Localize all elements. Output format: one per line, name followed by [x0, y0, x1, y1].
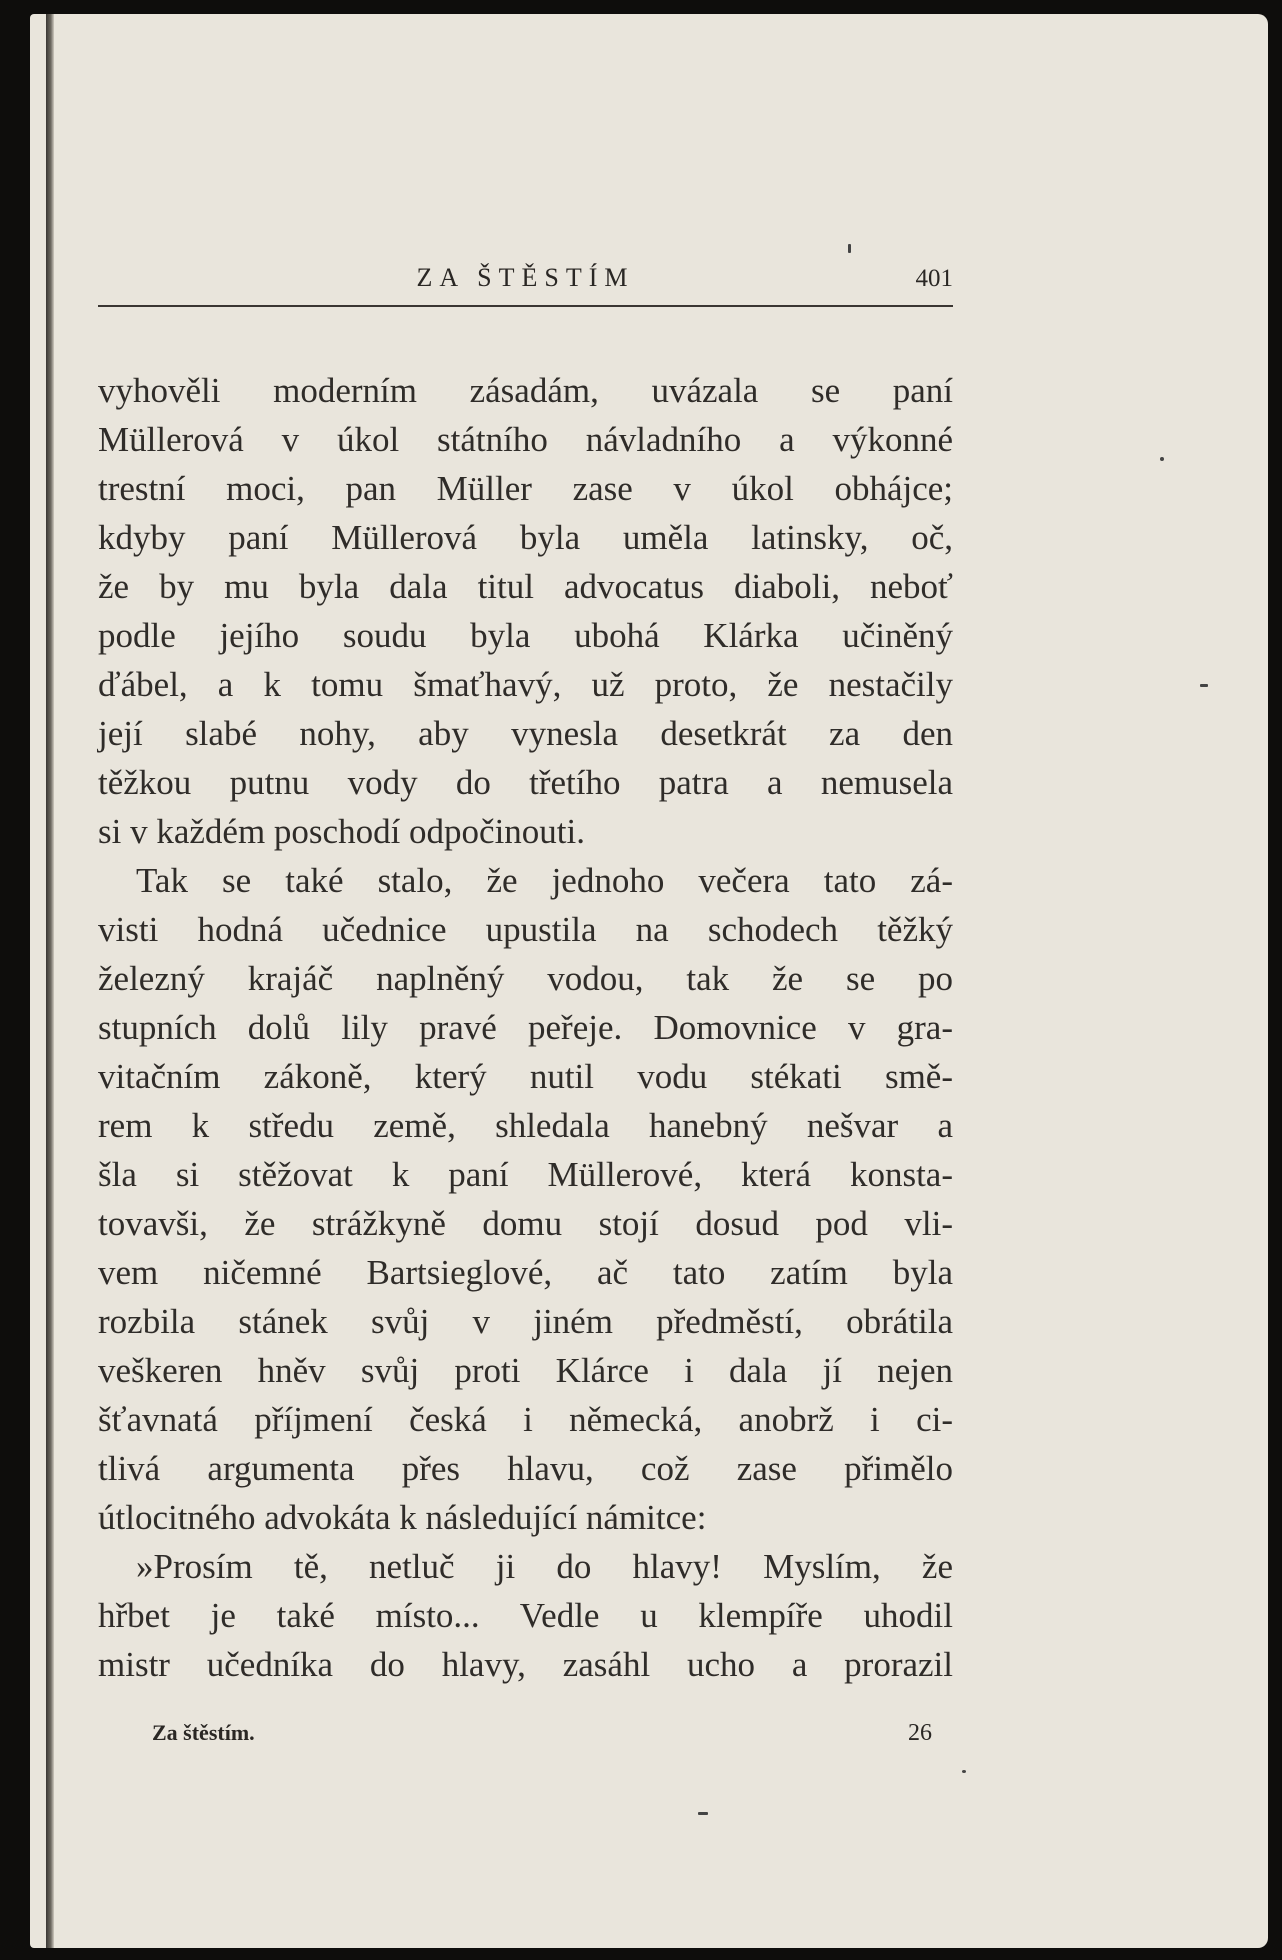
paper-speck: [848, 244, 851, 253]
body-text: [98, 366, 953, 1689]
text-line: vitačním zákoně, který nutil vodu stékati smě-: [98, 1057, 953, 1096]
text-line: šla si stěžovat k paní Müllerové, která konsta-: [98, 1155, 953, 1194]
text-line: podle jejího soudu byla ubohá Klárka učiněný: [98, 616, 953, 655]
text-line: visti hodná učednice upustila na schodech těžký: [98, 910, 953, 949]
running-head: ZA ŠTĚSTÍM: [416, 263, 635, 292]
printer-signature: 26: [908, 1720, 932, 1746]
text-line: ďábel, a k tomu šmaťhavý, už proto, že nestačily: [98, 665, 953, 704]
text-line: hřbet je také místo... Vedle u klempíře uhodil: [98, 1596, 953, 1635]
text-line: vyhověli moderním zásadám, uvázala se paní: [98, 371, 953, 410]
text-line: stupních dolů lily pravé peřeje. Domovnice v gra-: [98, 1008, 953, 1047]
text-line: trestní moci, pan Müller zase v úkol obhájce;: [98, 469, 953, 508]
header-rule: [98, 305, 953, 307]
text-line: šťavnatá příjmení česká i německá, anobrž i ci-: [98, 1400, 953, 1439]
paper-speck: [1160, 457, 1164, 461]
paper-speck: [962, 1770, 966, 1773]
paper-speck: [1200, 684, 1208, 687]
page-header: [98, 263, 953, 303]
page-footer: [152, 1720, 932, 1750]
text-line: tlivá argumenta přes hlavu, což zase přimělo: [98, 1449, 953, 1488]
text-line: vem ničemné Bartsieglové, ač tato zatím byla: [98, 1253, 953, 1292]
text-line: Tak se také stalo, že jednoho večera tato zá-: [136, 861, 953, 900]
text-line: že by mu byla dala titul advocatus diaboli, neboť: [98, 567, 953, 606]
text-line: veškeren hněv svůj proti Klárce i dala jí nejen: [98, 1351, 953, 1390]
page-number: 401: [915, 265, 953, 292]
text-line: její slabé nohy, aby vynesla desetkrát za den: [98, 714, 953, 753]
text-line: těžkou putnu vody do třetího patra a nemusela: [98, 763, 953, 802]
footer-book-title: Za štěstím.: [152, 1720, 255, 1745]
binding-gutter: [46, 14, 54, 1948]
text-line: kdyby paní Müllerová byla uměla latinsky, oč,: [98, 518, 953, 557]
text-line: rozbila stánek svůj v jiném předměstí, obrátila: [98, 1302, 953, 1341]
paper-speck: [698, 1812, 708, 1815]
text-line: Müllerová v úkol státního návladního a výkonné: [98, 420, 953, 459]
text-line: mistr učedníka do hlavy, zasáhl ucho a prorazil: [98, 1645, 953, 1684]
text-line: útlocitného advokáta k následující námitce:: [98, 1498, 707, 1537]
text-line: »Prosím tě, netluč ji do hlavy! Myslím, že: [136, 1547, 953, 1586]
text-line: si v každém poschodí odpočinouti.: [98, 812, 586, 851]
text-line: železný krajáč naplněný vodou, tak že se po: [98, 959, 953, 998]
text-line: rem k středu země, shledala hanebný nešvar a: [98, 1106, 953, 1145]
text-line: tovavši, že strážkyně domu stojí dosud pod vli-: [98, 1204, 953, 1243]
